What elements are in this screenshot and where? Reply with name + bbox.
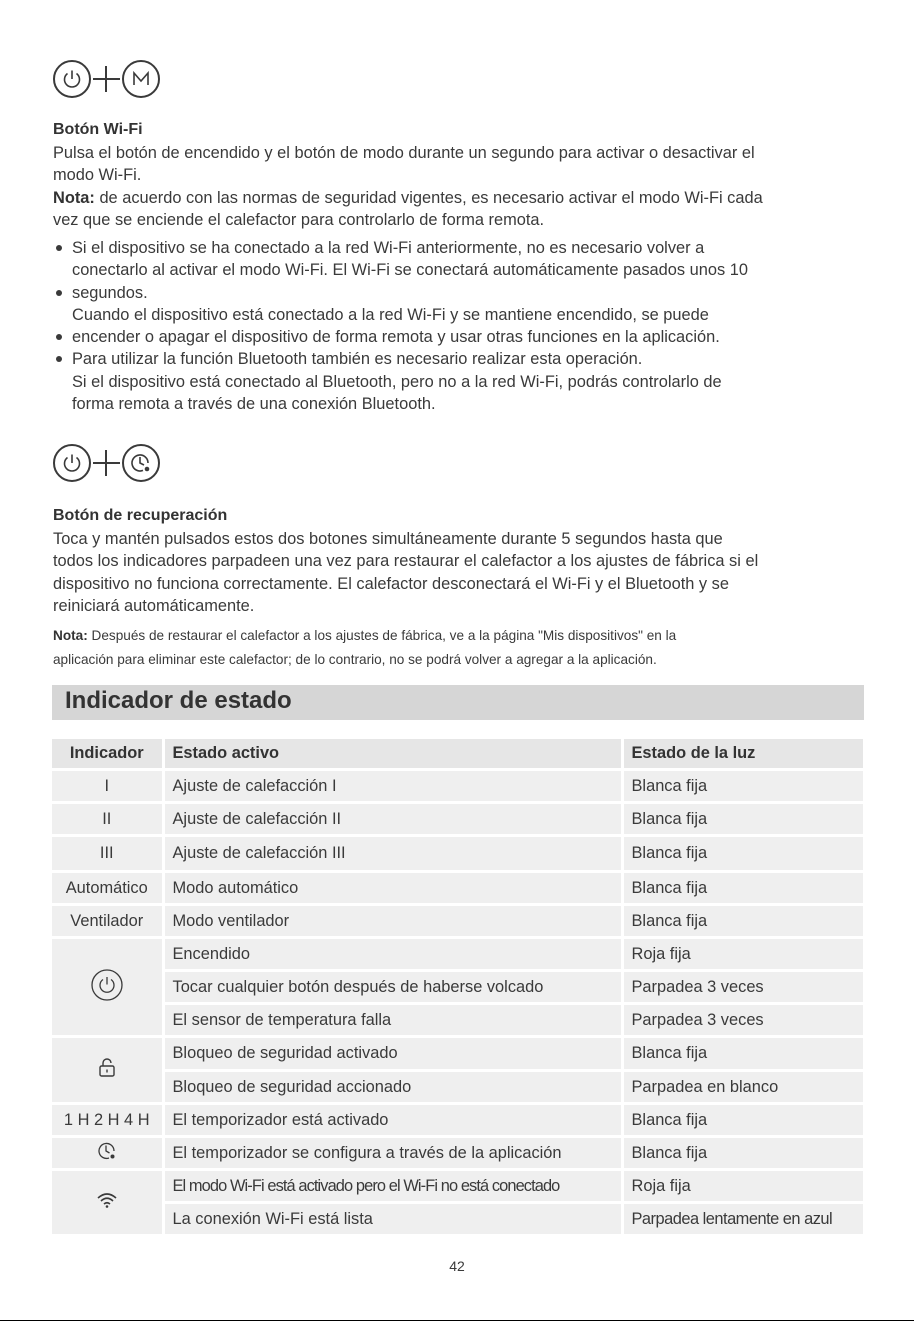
table-row (52, 836, 864, 872)
indicator-cell (52, 1137, 163, 1170)
active-cell: El temporizador está activado (163, 1104, 622, 1137)
bullet-icon (56, 356, 62, 362)
reset-section-body (53, 528, 873, 617)
status-table (52, 739, 866, 1237)
header-active: Estado activo (163, 739, 622, 770)
table-row (52, 971, 864, 1004)
plus-icon (93, 450, 120, 476)
light-cell: Blanca fija (622, 770, 864, 803)
reset-body-line: dispositivo no funciona correctamente. El calefactor desconectará el Wi-Fi y el Bluetooth y se (53, 574, 729, 593)
list-item-text: Para utilizar la función Bluetooth también es necesario realizar esta operación. (72, 350, 643, 369)
bullet-icon (56, 245, 62, 251)
indicator-cell: III (52, 836, 163, 872)
status-section-title: Indicador de estado (65, 687, 292, 714)
table-row (52, 938, 864, 971)
mode-m-icon (122, 60, 160, 98)
active-cell: Bloqueo de seguridad activado (163, 1037, 622, 1071)
reset-note-line: aplicación para eliminar este calefactor; de lo contrario, no se podrá volver a agregar a la aplicación. (53, 652, 657, 667)
list-item (53, 282, 853, 304)
table-row (52, 1071, 864, 1104)
light-cell: Blanca fija (622, 803, 864, 836)
list-item (53, 393, 853, 415)
active-cell: Ajuste de calefacción III (163, 836, 622, 872)
table-row (52, 1137, 864, 1170)
light-cell: Roja fija (622, 1170, 864, 1203)
list-item-text: Si el dispositivo se ha conectado a la red Wi-Fi anteriormente, no es necesario volver a (72, 239, 705, 257)
light-cell: Parpadea en blanco (622, 1071, 864, 1104)
table-row (52, 1203, 864, 1236)
wifi-section-title: Botón Wi-Fi (53, 121, 143, 138)
reset-body-line: Toca y mantén pulsados estos dos botones simultáneamente durante 5 segundos hasta que (53, 530, 723, 548)
indicator-cell: II (52, 803, 163, 836)
bullet-icon (56, 334, 62, 340)
indicator-cell (52, 1037, 163, 1104)
note-label: Nota: (53, 188, 95, 207)
active-cell: Tocar cualquier botón después de haberse volcado (163, 971, 622, 1004)
list-item (53, 237, 853, 259)
list-item (53, 348, 853, 370)
table-row (52, 905, 864, 938)
active-cell: El modo Wi-Fi está activado pero el Wi-Fi no está conectado (163, 1170, 622, 1203)
power-timer-icon-pair (53, 444, 160, 482)
active-cell: Bloqueo de seguridad accionado (163, 1071, 622, 1104)
reset-section-title: Botón de recuperación (53, 507, 228, 524)
light-cell: Blanca fija (622, 905, 864, 938)
list-item-text: Si el dispositivo está conectado al Bluetooth, pero no a la red Wi-Fi, podrás controlarlo de (72, 372, 722, 391)
active-cell: Modo ventilador (163, 905, 622, 938)
table-row (52, 1037, 864, 1071)
timer-icon (122, 444, 160, 482)
light-cell: Blanca fija (622, 1037, 864, 1071)
bottom-divider (0, 1320, 914, 1321)
table-row (52, 803, 864, 836)
reset-note (53, 624, 883, 672)
header-indicator: Indicador (52, 739, 163, 770)
light-cell: Blanca fija (622, 1137, 864, 1170)
bullet-icon (56, 290, 62, 296)
status-section-header (52, 685, 864, 720)
light-cell: Parpadea 3 veces (622, 1004, 864, 1037)
power-button-icon (53, 60, 91, 98)
wifi-bullet-list (53, 237, 853, 415)
wifi-note-line: vez que se enciende el calefactor para controlarlo de forma remota. (53, 210, 545, 229)
reset-note-line (53, 624, 883, 648)
plus-icon (93, 66, 120, 92)
note-text: Después de restaurar el calefactor a los ajustes de fábrica, ve a la página "Mis dispositivos" en la (87, 628, 677, 643)
list-item-text: Cuando el dispositivo está conectado a la red Wi-Fi y se mantiene encendido, se puede (72, 305, 709, 324)
list-item-text: conectarlo al activar el modo Wi-Fi. El Wi-Fi se conectará automáticamente pasados unos 10 (72, 261, 748, 280)
light-cell: Parpadea 3 veces (622, 971, 864, 1004)
page-number: 42 (449, 1258, 465, 1274)
power-button-icon (53, 444, 91, 482)
reset-body-line: todos los indicadores parpadeen una vez para restaurar el calefactor a los ajustes de fábrica si el (53, 552, 759, 571)
list-item-text: encender o apagar el dispositivo de forma remota y usar otras funciones en la aplicación. (72, 328, 720, 347)
indicator-cell (52, 1170, 163, 1236)
timer-icon (96, 1140, 118, 1162)
power-icon (90, 968, 124, 1002)
active-cell: Encendido (163, 938, 622, 971)
wifi-body-line: modo Wi-Fi. (53, 166, 142, 185)
wifi-body-line: Pulsa el botón de encendido y el botón de modo durante un segundo para activar o desactivar el (53, 144, 755, 162)
indicator-cell: Automático (52, 872, 163, 905)
wifi-icon (96, 1191, 118, 1209)
power-mode-icon-pair (53, 60, 160, 98)
list-item (53, 371, 853, 393)
active-cell: Modo automático (163, 872, 622, 905)
indicator-cell: Ventilador (52, 905, 163, 938)
indicator-cell (52, 938, 163, 1037)
wifi-section-body (53, 142, 873, 231)
table-row (52, 872, 864, 905)
table-row (52, 1004, 864, 1037)
light-cell: Parpadea lentamente en azul (622, 1203, 864, 1236)
lock-icon (97, 1057, 117, 1079)
active-cell: El temporizador se configura a través de la aplicación (163, 1137, 622, 1170)
list-item (53, 326, 853, 348)
list-item (53, 259, 853, 281)
wifi-note-line (53, 187, 873, 209)
indicator-cell: 1 H 2 H 4 H (52, 1104, 163, 1137)
table-header-row (52, 739, 864, 770)
active-cell: Ajuste de calefacción II (163, 803, 622, 836)
indicator-cell: I (52, 770, 163, 803)
list-item (53, 304, 853, 326)
reset-body-line: reiniciará automáticamente. (53, 596, 255, 615)
table-row (52, 1170, 864, 1203)
note-text: de acuerdo con las normas de seguridad vigentes, es necesario activar el modo Wi-Fi cada (94, 188, 763, 207)
light-cell: Blanca fija (622, 836, 864, 872)
list-item-text: forma remota a través de una conexión Bluetooth. (72, 395, 436, 414)
light-cell: Blanca fija (622, 1104, 864, 1137)
active-cell: Ajuste de calefacción I (163, 770, 622, 803)
light-cell: Roja fija (622, 938, 864, 971)
list-item-text: segundos. (72, 283, 148, 302)
header-light: Estado de la luz (622, 739, 864, 770)
active-cell: El sensor de temperatura falla (163, 1004, 622, 1037)
table-row (52, 1104, 864, 1137)
light-cell: Blanca fija (622, 872, 864, 905)
active-cell: La conexión Wi-Fi está lista (163, 1203, 622, 1236)
table-row (52, 770, 864, 803)
note-label: Nota: (53, 628, 88, 643)
